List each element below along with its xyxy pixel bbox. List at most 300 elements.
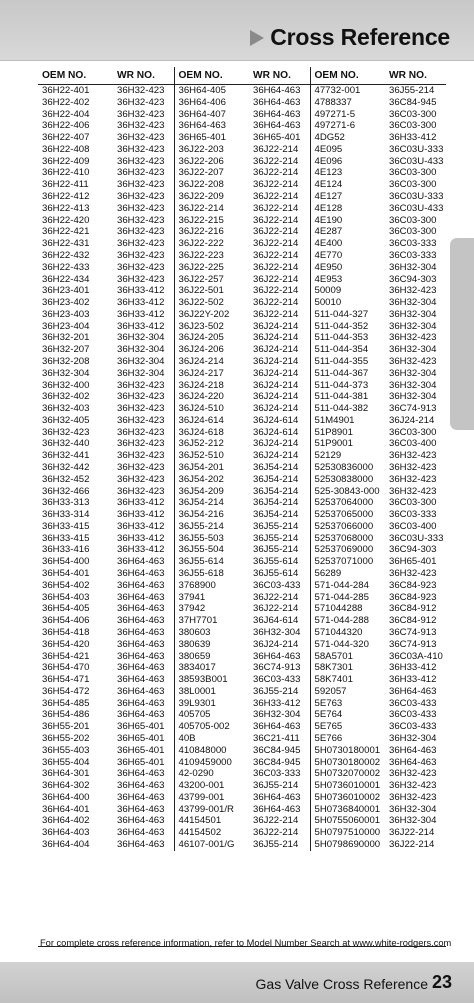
- oem-number-cell: 36H54-401: [42, 568, 90, 580]
- wr-number-cell: 36H64-463: [117, 709, 165, 721]
- wr-number-cell: 36H64-463: [117, 662, 165, 674]
- oem-number-cell: 36H32-208: [42, 355, 90, 367]
- oem-number-cell: 58K7301: [310, 662, 381, 674]
- column-header: OEM NO.: [38, 67, 109, 85]
- wr-number-cell: 36C74-913: [389, 626, 437, 638]
- oem-number-cell: 36H32-207: [42, 344, 90, 356]
- oem-number-cell: 36H32-400: [42, 379, 90, 391]
- wr-number-cell: 36H64-463: [253, 803, 301, 815]
- wr-number-cell: 36C84-945: [389, 96, 437, 108]
- wr-number-cell: 36H32-304: [117, 367, 165, 379]
- oem-number-cell: 36J52-510: [174, 450, 245, 462]
- wr-number-cell: 36H65-401: [117, 732, 165, 744]
- oem-number-cell: 36H54-471: [42, 674, 90, 686]
- wr-number-cell: 36H32-304: [389, 379, 437, 391]
- column-header: WR NO.: [381, 67, 446, 85]
- wr-number-cell: 36H32-423: [117, 132, 165, 144]
- table-row: [38, 757, 446, 769]
- wr-number-cell: 36J55-614: [253, 568, 299, 580]
- oem-number-cell: 36H32-442: [42, 462, 90, 473]
- wr-number-cell: 36J22-214: [389, 827, 435, 839]
- wr-number-cell: 36H32-423: [389, 450, 437, 462]
- wr-number-cell: 36C03U-333: [389, 532, 444, 544]
- wr-number-cell: 36H32-304: [253, 626, 301, 638]
- oem-number-cell: 36J24-614: [174, 415, 245, 427]
- wr-number-cell: 36J22-214: [389, 839, 435, 850]
- wr-number-cell: 36J54-214: [253, 509, 299, 521]
- wr-number-cell: 36H64-463: [117, 685, 165, 697]
- oem-number-cell: 36H23-404: [42, 320, 90, 332]
- oem-number-cell: 571-044-284: [310, 580, 381, 592]
- oem-number-cell: 36H22-432: [42, 249, 90, 261]
- table-row: [38, 309, 446, 321]
- wr-number-cell: 36H32-423: [117, 485, 165, 497]
- wr-number-cell: 36H64-463: [389, 756, 437, 768]
- oem-number-cell: 36H32-405: [42, 414, 90, 426]
- oem-number-cell: 36J22-207: [174, 167, 245, 179]
- wr-number-cell: 36J24-214: [253, 344, 299, 356]
- table-row: [38, 438, 446, 450]
- oem-number-cell: 36H32-441: [42, 450, 90, 462]
- table-row: [38, 568, 446, 580]
- wr-number-cell: 36H33-412: [117, 520, 165, 532]
- oem-number-cell: 36J24-618: [174, 427, 245, 439]
- wr-number-cell: 36H32-423: [389, 332, 437, 344]
- table-row: [38, 403, 446, 415]
- oem-number-cell: 36H22-406: [42, 120, 90, 132]
- oem-number-cell: 36J22-216: [174, 226, 245, 238]
- wr-number-cell: 36C94-303: [389, 544, 437, 556]
- oem-number-cell: 43799-001: [174, 792, 245, 804]
- wr-number-cell: 36C84-945: [253, 744, 301, 756]
- table-row: [38, 592, 446, 604]
- oem-number-cell: 36H64-405: [174, 85, 245, 97]
- wr-number-cell: 36H64-463: [117, 803, 165, 815]
- wr-number-cell: 36H32-423: [389, 355, 437, 367]
- oem-number-cell: 36H22-412: [42, 191, 90, 203]
- table-row: [38, 226, 446, 238]
- oem-number-cell: 380639: [174, 639, 245, 651]
- table-row: [38, 745, 446, 757]
- oem-number-cell: 36H22-433: [42, 261, 90, 273]
- oem-number-cell: 52129: [310, 450, 381, 462]
- oem-number-cell: 5E763: [310, 698, 381, 710]
- wr-number-cell: 36J22-214: [253, 827, 299, 839]
- oem-number-cell: 36H54-405: [42, 603, 90, 615]
- wr-number-cell: 36H32-423: [117, 191, 165, 203]
- page-header: [0, 0, 474, 61]
- wr-number-cell: 36H65-401: [117, 721, 165, 733]
- wr-number-cell: 36H64-463: [117, 780, 165, 792]
- wr-number-cell: 36H32-423: [117, 143, 165, 155]
- wr-number-cell: 36J24-214: [253, 320, 299, 332]
- oem-number-cell: 36J55-503: [174, 533, 245, 545]
- wr-number-cell: 36H32-423: [389, 473, 437, 485]
- table-row: [38, 474, 446, 486]
- oem-number-cell: 36J22-214: [174, 203, 245, 215]
- wr-number-cell: 36H64-463: [253, 96, 301, 108]
- oem-number-cell: 36H55-403: [42, 744, 90, 756]
- table-row: [38, 167, 446, 179]
- table-row: [38, 85, 446, 97]
- oem-number-cell: 52530838000: [310, 474, 381, 486]
- table-row: [38, 391, 446, 403]
- wr-number-cell: 36J22-214: [253, 191, 299, 203]
- oem-number-cell: 36H22-404: [42, 108, 90, 120]
- wr-number-cell: 36H32-423: [117, 179, 165, 191]
- oem-number-cell: 36H64-406: [174, 97, 245, 109]
- oem-number-cell: 4E770: [310, 250, 381, 262]
- oem-number-cell: 36H22-410: [42, 167, 90, 179]
- wr-number-cell: 36J55-214: [253, 520, 299, 532]
- wr-number-cell: 36J24-214: [253, 450, 299, 462]
- oem-number-cell: 36H64-400: [42, 791, 90, 803]
- oem-number-cell: 40B: [174, 733, 245, 745]
- oem-number-cell: 36J23-502: [174, 321, 245, 333]
- wr-number-cell: 36J54-214: [253, 485, 299, 497]
- wr-number-cell: 36J24-214: [253, 355, 299, 367]
- oem-number-cell: 36H65-401: [174, 132, 245, 144]
- oem-number-cell: 36J22-223: [174, 250, 245, 262]
- wr-number-cell: 36H65-401: [117, 744, 165, 756]
- wr-number-cell: 36H32-304: [389, 803, 437, 815]
- wr-number-cell: 36J22-214: [253, 815, 299, 827]
- wr-number-cell: 36H64-463: [117, 556, 165, 568]
- oem-number-cell: 51M4901: [310, 415, 381, 427]
- wr-number-cell: 36J55-214: [253, 544, 299, 556]
- oem-number-cell: 36J55-614: [174, 556, 245, 568]
- wr-number-cell: 36H32-423: [117, 379, 165, 391]
- column-header: OEM NO.: [174, 67, 245, 85]
- oem-number-cell: 36H22-409: [42, 155, 90, 167]
- oem-number-cell: 52537069000: [310, 544, 381, 556]
- oem-number-cell: 36H54-421: [42, 650, 90, 662]
- table-row: [38, 368, 446, 380]
- oem-number-cell: 36J22-209: [174, 191, 245, 203]
- oem-number-cell: 511-044-353: [310, 332, 381, 344]
- footer-title: Gas Valve Cross Reference: [255, 976, 428, 992]
- table-row: [38, 556, 446, 568]
- oem-number-cell: 52530836000: [310, 462, 381, 474]
- wr-number-cell: 36J24-614: [253, 426, 299, 438]
- wr-number-cell: 36H32-304: [389, 391, 437, 403]
- table-row: [38, 120, 446, 132]
- wr-number-cell: 36H32-304: [253, 709, 301, 721]
- wr-number-cell: 36H64-463: [253, 108, 301, 120]
- oem-number-cell: 4DG52: [310, 132, 381, 144]
- wr-number-cell: 36H32-423: [117, 214, 165, 226]
- wr-number-cell: 36C03-300: [389, 179, 437, 191]
- wr-number-cell: 36C03-433: [253, 674, 301, 686]
- wr-number-cell: 36H32-423: [117, 249, 165, 261]
- oem-number-cell: 511-044-367: [310, 368, 381, 380]
- oem-number-cell: 36H32-304: [42, 367, 90, 379]
- oem-number-cell: 36H54-470: [42, 662, 90, 674]
- oem-number-cell: 36J55-618: [174, 568, 245, 580]
- oem-number-cell: 36H64-403: [42, 827, 90, 839]
- oem-number-cell: 5H0730180001: [310, 745, 381, 757]
- oem-number-cell: 4E400: [310, 238, 381, 250]
- footnote: For complete cross reference information, refer to Model Number Search at www.white-rodgers.com: [40, 938, 452, 948]
- oem-number-cell: 52537064000: [310, 497, 381, 509]
- wr-number-cell: 36H32-423: [117, 120, 165, 132]
- oem-number-cell: 44154501: [174, 815, 245, 827]
- table-row: [38, 603, 446, 615]
- wr-number-cell: 36C84-912: [389, 603, 437, 615]
- wr-number-cell: 36H33-412: [253, 697, 301, 709]
- oem-number-cell: 4E190: [310, 215, 381, 227]
- table-row: [38, 533, 446, 545]
- wr-number-cell: 36H64-463: [117, 674, 165, 686]
- oem-number-cell: 52537071000: [310, 556, 381, 568]
- wr-number-cell: 36H33-412: [117, 297, 165, 309]
- oem-number-cell: 5H0732070002: [310, 768, 381, 780]
- oem-number-cell: 50009: [310, 285, 381, 297]
- oem-number-cell: 4E287: [310, 226, 381, 238]
- header-title-group: [250, 24, 450, 51]
- wr-number-cell: 36C03U-333: [389, 191, 444, 203]
- wr-number-cell: 36H32-423: [389, 568, 437, 580]
- oem-number-cell: 5H0736010001: [310, 780, 381, 792]
- oem-number-cell: 36H64-407: [174, 109, 245, 121]
- oem-number-cell: 36J55-214: [174, 521, 245, 533]
- wr-number-cell: 36J55-214: [253, 685, 299, 697]
- table-row: [38, 544, 446, 556]
- oem-number-cell: 405705-002: [174, 721, 245, 733]
- oem-number-cell: 42-0290: [174, 768, 245, 780]
- wr-number-cell: 36J54-214: [253, 497, 299, 509]
- wr-number-cell: 36J22-214: [253, 249, 299, 261]
- oem-number-cell: 36H23-402: [42, 297, 90, 309]
- oem-number-cell: 37941: [174, 592, 245, 604]
- table-row: [38, 627, 446, 639]
- table-row: [38, 179, 446, 191]
- oem-number-cell: 36J22-501: [174, 285, 245, 297]
- wr-number-cell: 36J22-214: [253, 202, 299, 214]
- oem-number-cell: 4E124: [310, 179, 381, 191]
- oem-number-cell: 44154502: [174, 827, 245, 839]
- oem-number-cell: 36H33-314: [42, 509, 90, 521]
- oem-number-cell: 405705: [174, 709, 245, 721]
- wr-number-cell: 36J24-214: [253, 638, 299, 650]
- oem-number-cell: 36J22-215: [174, 215, 245, 227]
- wr-number-cell: 36H32-423: [117, 473, 165, 485]
- table-row: [38, 721, 446, 733]
- oem-number-cell: 36J52-212: [174, 438, 245, 450]
- oem-number-cell: 5H0797510000: [310, 827, 381, 839]
- oem-number-cell: 36H22-413: [42, 202, 90, 214]
- table-row: [38, 686, 446, 698]
- table-row: [38, 332, 446, 344]
- wr-number-cell: 36H65-401: [253, 132, 301, 144]
- oem-number-cell: 36H23-403: [42, 308, 90, 320]
- table-row: [38, 839, 446, 851]
- oem-number-cell: 511-044-352: [310, 321, 381, 333]
- wr-number-cell: 36H64-463: [117, 591, 165, 603]
- wr-number-cell: 36J22-214: [253, 167, 299, 179]
- wr-number-cell: 36C03-300: [389, 226, 437, 238]
- wr-number-cell: 36C94-303: [389, 273, 437, 285]
- table-row: [38, 215, 446, 227]
- wr-number-cell: 36H32-423: [117, 96, 165, 108]
- wr-number-cell: 36J22-214: [253, 238, 299, 250]
- table-row: [38, 827, 446, 839]
- wr-number-cell: 36J22-214: [253, 591, 299, 603]
- oem-number-cell: 36H54-400: [42, 556, 90, 568]
- oem-number-cell: 38L0001: [174, 686, 245, 698]
- wr-number-cell: 36J24-214: [253, 367, 299, 379]
- table-row: [38, 662, 446, 674]
- oem-number-cell: 36H22-434: [42, 273, 90, 285]
- wr-number-cell: 36H64-463: [389, 744, 437, 756]
- table-row: [38, 415, 446, 427]
- oem-number-cell: 37942: [174, 603, 245, 615]
- wr-number-cell: 36H32-304: [117, 355, 165, 367]
- wr-number-cell: 36H32-304: [389, 308, 437, 320]
- wr-number-cell: 36J55-214: [389, 85, 435, 96]
- table-row: [38, 733, 446, 745]
- oem-number-cell: 36H54-420: [42, 638, 90, 650]
- wr-number-cell: 36C03-433: [253, 579, 301, 591]
- oem-number-cell: 52537066000: [310, 521, 381, 533]
- oem-number-cell: 4E127: [310, 191, 381, 203]
- wr-number-cell: 36C03-300: [389, 214, 437, 226]
- wr-number-cell: 36J24-214: [389, 414, 435, 426]
- oem-number-cell: 511-044-373: [310, 380, 381, 392]
- oem-number-cell: 36J22-203: [174, 144, 245, 156]
- wr-number-cell: 36J24-214: [253, 403, 299, 415]
- wr-number-cell: 36H64-463: [117, 768, 165, 780]
- oem-number-cell: 36J22-257: [174, 274, 245, 286]
- wr-number-cell: 36H32-423: [117, 167, 165, 179]
- oem-number-cell: 592057: [310, 686, 381, 698]
- side-tab: [450, 238, 474, 430]
- cross-reference-table: [38, 67, 446, 851]
- wr-number-cell: 36H32-423: [389, 791, 437, 803]
- wr-number-cell: 36J22-214: [253, 179, 299, 191]
- oem-number-cell: 36H32-452: [42, 473, 90, 485]
- oem-number-cell: 511-044-381: [310, 391, 381, 403]
- wr-number-cell: 36H64-463: [117, 697, 165, 709]
- oem-number-cell: 410848000: [174, 745, 245, 757]
- wr-number-cell: 36J64-614: [253, 615, 299, 627]
- oem-number-cell: 36H32-423: [42, 426, 90, 438]
- oem-number-cell: 46107-001/G: [174, 839, 245, 851]
- wr-number-cell: 36C03-333: [253, 768, 301, 780]
- oem-number-cell: 36J24-205: [174, 332, 245, 344]
- table-body: [38, 85, 446, 851]
- wr-number-cell: 36J55-214: [253, 839, 299, 850]
- oem-number-cell: 36H22-431: [42, 238, 90, 250]
- wr-number-cell: 36H64-463: [253, 791, 301, 803]
- oem-number-cell: 36J22-222: [174, 238, 245, 250]
- wr-number-cell: 36J55-214: [253, 780, 299, 792]
- wr-number-cell: 36H32-423: [117, 85, 165, 96]
- wr-number-cell: 36C03-300: [389, 120, 437, 132]
- oem-number-cell: 36J54-202: [174, 474, 245, 486]
- table-row: [38, 615, 446, 627]
- wr-number-cell: 36C03-333: [389, 238, 437, 250]
- table-row: [38, 674, 446, 686]
- wr-number-cell: 36H64-463: [253, 650, 301, 662]
- page-number: 23: [431, 972, 452, 992]
- table-row: [38, 344, 446, 356]
- table-row: [38, 380, 446, 392]
- wr-number-cell: 36H33-412: [117, 320, 165, 332]
- wr-number-cell: 36H32-423: [117, 238, 165, 250]
- wr-number-cell: 36J24-214: [253, 391, 299, 403]
- oem-number-cell: 36J54-201: [174, 462, 245, 474]
- wr-number-cell: 36H32-304: [389, 344, 437, 356]
- oem-number-cell: 36J22-206: [174, 156, 245, 168]
- oem-number-cell: 36H33-313: [42, 497, 90, 509]
- wr-number-cell: 36C03-300: [389, 108, 437, 120]
- oem-number-cell: 4E953: [310, 274, 381, 286]
- wr-number-cell: 36C03-300: [389, 167, 437, 179]
- oem-number-cell: 4E095: [310, 144, 381, 156]
- wr-number-cell: 36H65-401: [389, 556, 437, 568]
- wr-number-cell: 36H32-423: [117, 391, 165, 403]
- table-row: [38, 297, 446, 309]
- oem-number-cell: 3834017: [174, 662, 245, 674]
- wr-number-cell: 36H64-463: [253, 120, 301, 132]
- oem-number-cell: 36H64-401: [42, 803, 90, 815]
- oem-number-cell: 51P9001: [310, 438, 381, 450]
- oem-number-cell: 36H64-301: [42, 768, 90, 780]
- wr-number-cell: 36H32-423: [389, 768, 437, 780]
- oem-number-cell: 36H54-402: [42, 579, 90, 591]
- wr-number-cell: 36C03-333: [389, 509, 437, 521]
- oem-number-cell: 51P8901: [310, 427, 381, 439]
- oem-number-cell: 36H32-466: [42, 485, 90, 497]
- oem-number-cell: 497271-6: [310, 120, 381, 132]
- wr-number-cell: 36C03-433: [389, 709, 437, 721]
- table-row: [38, 768, 446, 780]
- wr-number-cell: 36H32-423: [117, 155, 165, 167]
- oem-number-cell: 36H64-404: [42, 839, 90, 850]
- wr-number-cell: 36C03-300: [389, 497, 437, 509]
- wr-number-cell: 36H64-463: [117, 579, 165, 591]
- wr-number-cell: 36H64-463: [117, 791, 165, 803]
- oem-number-cell: 36J22Y-202: [174, 309, 245, 321]
- wr-number-cell: 36H32-423: [117, 403, 165, 415]
- oem-number-cell: 36J54-209: [174, 486, 245, 498]
- wr-number-cell: 36H32-304: [389, 320, 437, 332]
- wr-number-cell: 36H64-463: [389, 685, 437, 697]
- wr-number-cell: 36H32-423: [117, 426, 165, 438]
- wr-number-cell: 36C84-912: [389, 615, 437, 627]
- oem-number-cell: 43799-001/R: [174, 804, 245, 816]
- wr-number-cell: 36H33-412: [389, 132, 437, 144]
- column-header: WR NO.: [109, 67, 174, 85]
- oem-number-cell: 4E096: [310, 156, 381, 168]
- oem-number-cell: 36H23-401: [42, 285, 90, 297]
- oem-number-cell: 36H33-415: [42, 532, 90, 544]
- oem-number-cell: 36H22-411: [42, 179, 89, 191]
- oem-number-cell: 36J22-225: [174, 262, 245, 274]
- wr-number-cell: 36H32-423: [117, 261, 165, 273]
- oem-number-cell: 50010: [310, 297, 381, 309]
- table-row: [38, 780, 446, 792]
- wr-number-cell: 36C84-923: [389, 591, 437, 603]
- table-row: [38, 427, 446, 439]
- oem-number-cell: 5E766: [310, 733, 381, 745]
- oem-number-cell: 4E123: [310, 167, 381, 179]
- oem-number-cell: 36H64-402: [42, 815, 90, 827]
- wr-number-cell: 36H64-463: [253, 721, 301, 733]
- wr-number-cell: 36C03A-410: [389, 650, 443, 662]
- wr-number-cell: 36H32-423: [117, 438, 165, 450]
